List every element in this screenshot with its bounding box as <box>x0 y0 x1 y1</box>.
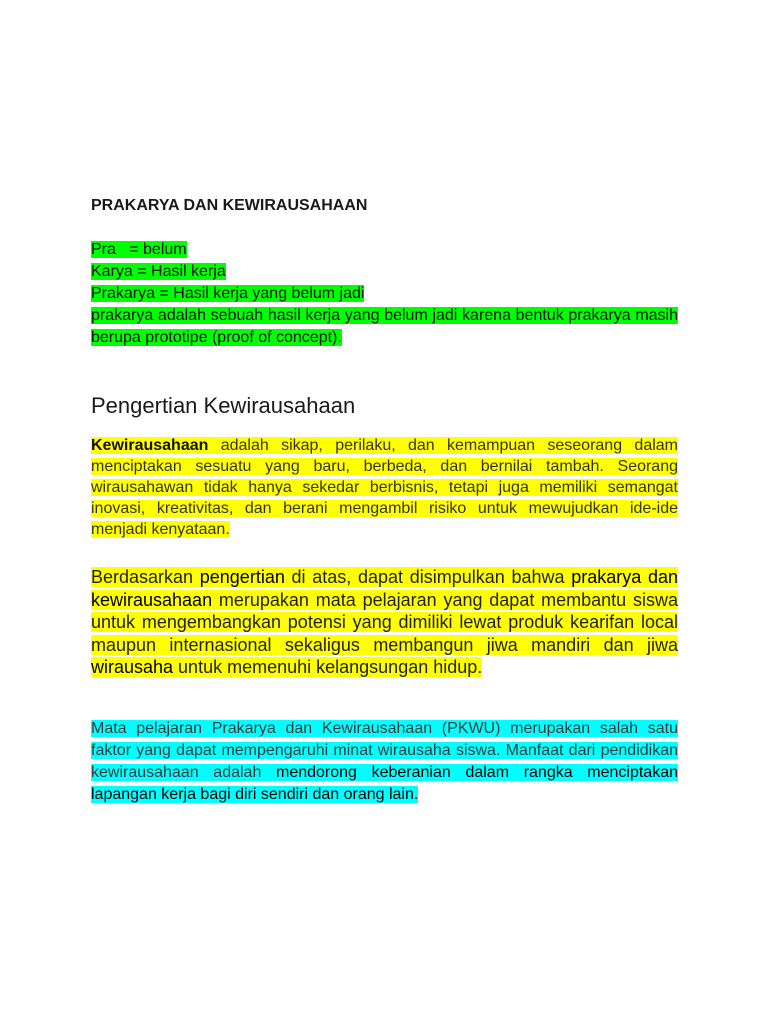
document-title: PRAKARYA DAN KEWIRAUSAHAAN <box>91 197 368 214</box>
paragraph2-term-wirausaha: wirausaha <box>91 657 174 677</box>
term-kewirausahaan: Kewirausahaan <box>91 437 209 454</box>
paragraph-conclusion <box>91 566 678 679</box>
paragraph-kewirausahaan <box>91 435 678 540</box>
paragraph2-link-pengertian: pengertian <box>199 567 285 587</box>
definition-pra: Pra = belum <box>91 241 187 258</box>
paragraph1-text: adalah sikap, perilaku, dan kemampuan seseorang dalam menciptakan sesuatu yang baru, berbeda, dan bernilai tambah. Seorang wirausahawan tidak hanya sekedar berbisnis, tetapi juga memiliki semangat inovasi, kreativitas, dan berani mengambil risiko untuk mewujudkan ide-ide menjadi kenyataan. <box>91 437 678 538</box>
paragraph2-part5: merupakan mata pelajaran yang dapat membantu siswa untuk mengembangkan potensi yang dimiliki lewat produk kearifan local maupun internasional sekaligus membangun jiwa mandiri dan jiwa <box>91 589 678 655</box>
paragraph3-part2: mendorong keberanian dalam rangka menciptakan lapangan kerja bagi diri sendiri dan orang lain. <box>91 764 678 803</box>
paragraph2-part1: Berdasarkan <box>91 567 200 587</box>
paragraph3-part1: Mata pelajaran Prakarya dan Kewirausahaan (PKWU) merupakan salah satu faktor yang dapat mempengaruhi minat wirausaha siswa. Manfaat dari pendidikan kewirausahaan adalah <box>91 720 678 781</box>
definition-paragraph: prakarya adalah sebuah hasil kerja yang belum jadi karena bentuk prakarya masih berupa prototipe (proof of concept). <box>91 307 678 346</box>
definition-prakarya: Prakarya = Hasil kerja yang belum jadi <box>91 285 365 302</box>
definition-karya: Karya = Hasil kerja <box>91 263 226 280</box>
section-heading: Pengertian Kewirausahaan <box>91 393 356 418</box>
definitions-block <box>91 239 678 349</box>
paragraph-pkwu <box>91 718 678 806</box>
paragraph2-part7: untuk memenuhi kelangsungan hidup. <box>173 657 483 677</box>
paragraph2-term-pkwu: prakarya dan kewirausahaan <box>91 567 678 610</box>
paragraph2-part3: di atas, dapat disimpulkan bahwa <box>284 567 572 587</box>
